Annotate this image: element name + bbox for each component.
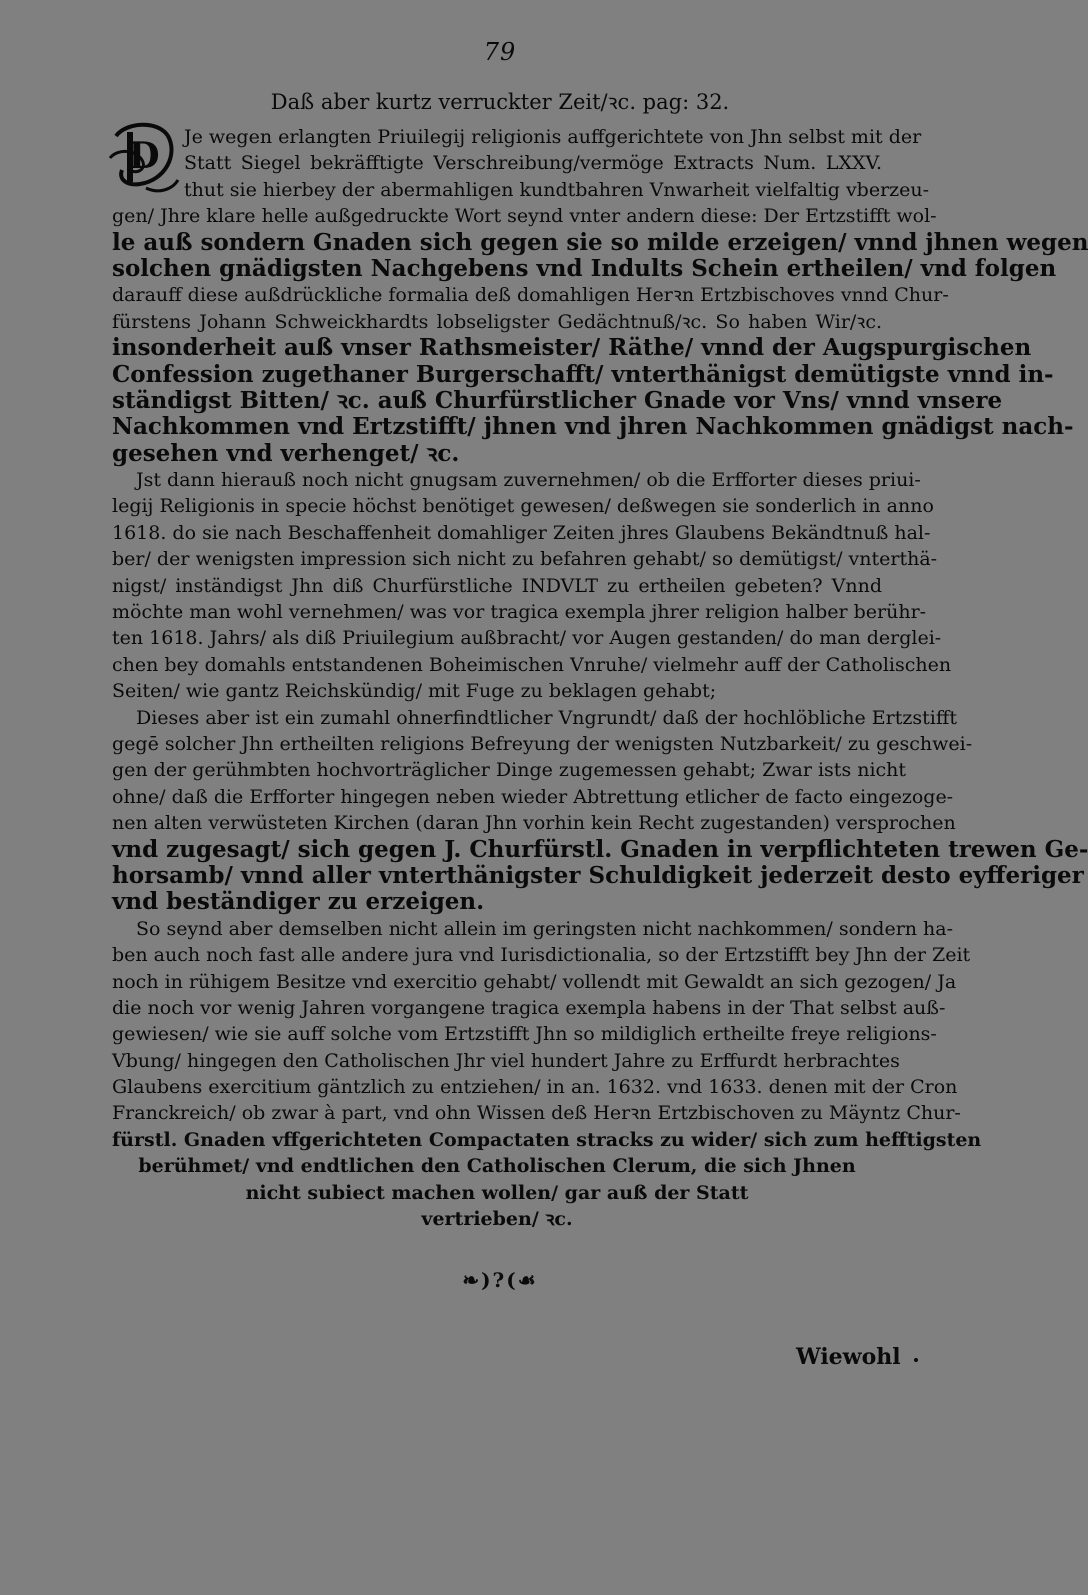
running-head: Daß aber kurtz verruckter Zeit/ꝛc. pag: 32. <box>270 90 730 114</box>
text-line: berühmet/ vnd endtlichen den Catholischen Clerum, die sich Jhnen <box>138 1155 856 1178</box>
text-line: ben auch noch fast alle andere jura vnd Iurisdictionalia, so der Ertzstifft bey Jhn der Zeit <box>112 944 971 967</box>
text-line: vertrieben/ ꝛc. <box>421 1208 573 1231</box>
text-line: Franckreich/ ob zwar à part, vnd ohn Wissen deß Herꝛn Ertzbischoven zu Mäyntz Chur- <box>112 1102 961 1125</box>
text-line: darauff diese außdrückliche formalia deß domahligen Herꝛn Ertzbischoves vnnd Chur- <box>112 284 949 307</box>
text-line: Dieses aber ist ein zumahl ohnerfindtlicher Vngrundt/ daß der hochlöbliche Ertzstifft <box>136 706 957 729</box>
text-line: ohne/ daß die Erfforter hingegen neben wieder Abtrettung etlicher de facto eingezoge- <box>112 785 954 808</box>
drop-initial-flourish-icon <box>106 118 182 196</box>
text-lines <box>112 124 1088 1232</box>
text-line: Seiten/ wie gantz Reichskündig/ mit Fuge zu beklagen gehabt; <box>112 680 717 703</box>
drop-cap-letter: D <box>128 135 160 177</box>
text-line: solchen gnädigsten Nachgebens vnd Indults Schein ertheilen/ vnd folgen <box>112 254 1057 282</box>
text-line: fürstl. Gnaden vffgerichteten Compactaten stracks zu wider/ sich zum hefftigsten <box>112 1128 982 1151</box>
text-line: insonderheit auß vnser Rathsmeister/ Räthe/ vnnd der Augspurgischen <box>112 334 1032 362</box>
text-line: möchte man wohl vernehmen/ was vor tragica exempla jhrer religion halber berühr- <box>112 601 927 624</box>
text-line: legij Religionis in specie höchst benötiget gewesen/ deßwegen sie sonderlich in anno <box>112 495 934 518</box>
text-line: ten 1618. Jahrs/ als diß Priuilegium außbracht/ vor Augen gestanden/ do man derglei- <box>112 627 942 650</box>
text-line: nigst/ inständigst Jhn diß Churfürstliche INDVLT zu ertheilen gebeten? Vnnd <box>112 574 882 597</box>
body-text <box>112 124 1088 1232</box>
text-line: thut sie hierbey der abermahligen kundtbahren Vnwarheit vielfaltig vberzeu- <box>184 178 930 201</box>
text-line: noch in rühigem Besitze vnd exercitio gehabt/ vollendt mit Gewaldt an sich gezogen/ Ja <box>112 970 957 993</box>
text-line: vnd zugesagt/ sich gegen J. Churfürstl. Gnaden in verpflichteten trewen Ge- <box>112 835 1088 863</box>
text-line: Je wegen erlangten Priuilegij religionis auffgerichtete von Jhn selbst mit der <box>184 126 922 148</box>
text-line: horsamb/ vnnd aller vnterthänigster Schuldigkeit jederzeit desto eyfferiger <box>112 861 1084 889</box>
text-line: Jst dann hierauß noch nicht gnugsam zuvernehmen/ ob die Erfforter dieses priui- <box>136 469 921 492</box>
text-line: vnd beständiger zu erzeigen. <box>112 888 485 916</box>
ink-speck <box>914 1358 918 1362</box>
catchword: Wiewohl <box>796 1344 901 1370</box>
text-line: Nachkommen vnd Ertzstifft/ jhnen vnd jhren Nachkommen gnädigst nach- <box>112 413 1074 441</box>
text-line: nen alten verwüsteten Kirchen (daran Jhn vorhin kein Recht zugestanden) versprochen <box>112 812 956 835</box>
text-line: Confession zugethaner Burgerschafft/ vnterthänigst demütigste vnnd in- <box>112 360 1054 388</box>
text-line: gewiesen/ wie sie auff solche vom Ertzstifft Jhn so mildiglich ertheilte freye religions- <box>112 1023 937 1046</box>
text-line: Glaubens exercitium gäntzlich zu entziehen/ in an. 1632. vnd 1633. denen mit der Cron <box>112 1076 958 1099</box>
text-line: gegē solcher Jhn ertheilten religions Befreyung der wenigsten Nutzbarkeit/ zu geschwei- <box>112 732 973 755</box>
text-line: le auß sondern Gnaden sich gegen sie so milde erzeigen/ vnnd jhnen wegen <box>112 228 1088 256</box>
text-line: ständigst Bitten/ ꝛc. auß Churfürstlicher Gnade vor Vns/ vnnd vnsere <box>112 386 1003 414</box>
text-line: 1618. do sie nach Beschaffenheit domahliger Zeiten jhres Glaubens Bekändtnuß hal- <box>112 521 931 544</box>
text-line: chen bey domahls entstandenen Boheimischen Vnruhe/ vielmehr auff der Catholischen <box>112 653 952 676</box>
fleuron-ornament: ❧)?(☙ <box>462 1268 538 1292</box>
page-number: 79 <box>483 38 517 66</box>
text-line: fürstens Johann Schweickhardts lobseligster Gedächtnuß/ꝛc. So haben Wir/ꝛc. <box>112 310 882 333</box>
text-line: ber/ der wenigsten impression sich nicht zu befahren gehabt/ so demütigst/ vnterthä- <box>112 548 938 571</box>
text-line: Statt Siegel bekräfftigte Verschreibung/vermöge Extracts Num. LXXV. <box>184 152 882 175</box>
text-line: gesehen vnd verhenget/ ꝛc. <box>112 439 460 467</box>
text-line: gen/ Jhre klare helle außgedruckte Wort seynd vnter andern diese: Der Ertzstifft wol- <box>112 205 937 228</box>
text-line: die noch vor wenig Jahren vorgangene tragica exempla habens in der That selbst auß- <box>112 996 946 1019</box>
text-line: So seynd aber demselben nicht allein im geringsten nicht nachkommen/ sondern ha- <box>136 917 954 940</box>
text-line: Vbung/ hingegen den Catholischen Jhr viel hundert Jahre zu Erffurdt herbrachtes <box>112 1049 900 1072</box>
text-line: nicht subiect machen wollen/ gar auß der Statt <box>245 1181 749 1204</box>
text-line: gen der gerühmbten hochvorträglicher Dinge zugemessen gehabt; Zwar ists nicht <box>112 759 907 782</box>
